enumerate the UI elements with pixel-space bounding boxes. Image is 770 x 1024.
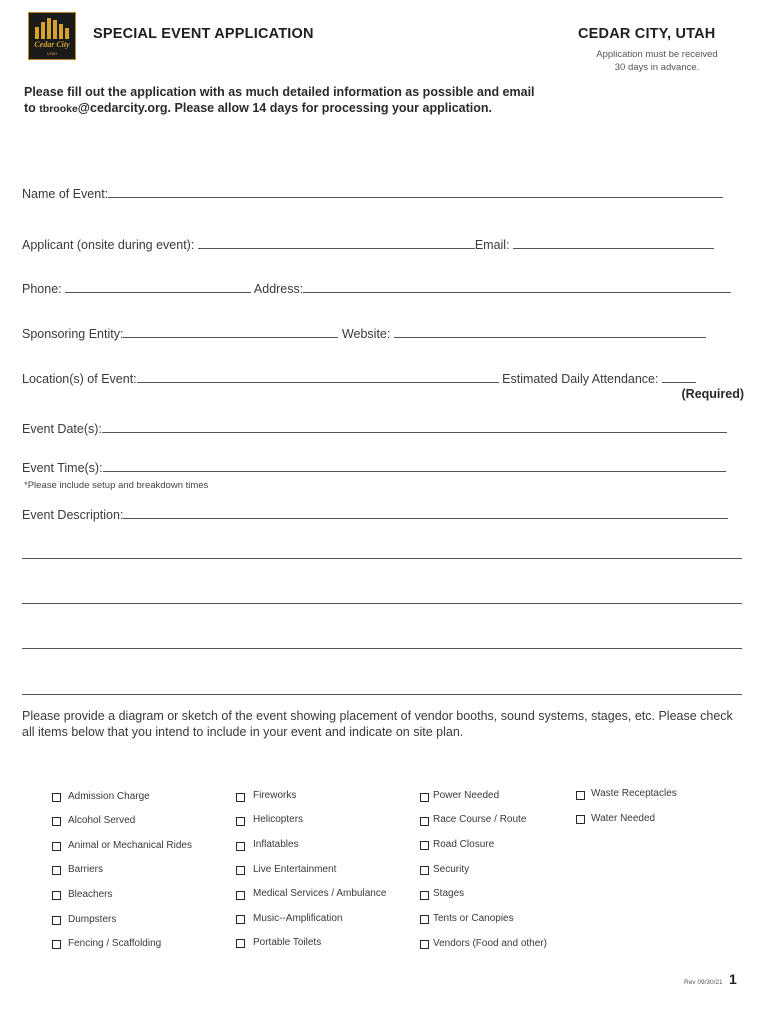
city-heading: CEDAR CITY, UTAH: [578, 26, 716, 42]
checkbox-vendors[interactable]: [420, 940, 429, 949]
checkbox-road-closure[interactable]: [420, 841, 429, 850]
checkbox-music-amplification[interactable]: [236, 915, 245, 924]
checkbox-label: Barriers: [68, 864, 104, 875]
location-label: Location(s) of Event:: [22, 372, 137, 386]
checkbox-label: Security: [433, 864, 470, 875]
checkbox-live-entertainment[interactable]: [236, 866, 245, 875]
checkbox-label: Medical Services / Ambulance: [253, 888, 387, 899]
checkbox-label: Tents or Canopies: [433, 913, 514, 924]
checkbox-label: Waste Receptacles: [591, 788, 677, 799]
applicant-label: Applicant (onsite during event):: [22, 238, 195, 252]
website-label: Website:: [341, 327, 391, 341]
intro-text-2: @cedarcity.org. Please allow 14 days for processing your application.: [77, 101, 492, 115]
checkbox-label: Inflatables: [253, 839, 299, 850]
checkbox-fireworks[interactable]: [236, 793, 245, 802]
logo-text: Cedar City: [34, 40, 70, 49]
deadline-note-line1: Application must be received: [596, 49, 718, 60]
checkbox-waste-receptacles[interactable]: [576, 791, 585, 800]
email-label: Email:: [474, 238, 510, 252]
checkbox-label: Race Course / Route: [433, 814, 527, 825]
checkbox-helicopters[interactable]: [236, 817, 245, 826]
checkbox-fencing[interactable]: [52, 940, 61, 949]
checkbox-stages[interactable]: [420, 891, 429, 900]
checkbox-label: Stages: [433, 888, 465, 899]
event-times-label: Event Time(s):: [22, 461, 103, 475]
checkbox-label: Admission Charge: [68, 791, 150, 802]
intro-email-user: tbrooke: [39, 103, 78, 115]
checkbox-bleachers[interactable]: [52, 891, 61, 900]
required-note: (Required): [681, 387, 744, 401]
logo-subtext: UTAH: [46, 51, 58, 56]
checkbox-inflatables[interactable]: [236, 842, 245, 851]
sponsoring-entity-label: Sponsoring Entity:: [22, 327, 124, 341]
event-name-label: Name of Event:: [22, 187, 109, 201]
event-dates-label: Event Date(s):: [22, 422, 102, 436]
page-title: SPECIAL EVENT APPLICATION: [93, 26, 314, 42]
intro-text-1: Please fill out the application with as much detailed information as possible and email to: [24, 85, 535, 115]
checkbox-water-needed[interactable]: [576, 815, 585, 824]
address-label: Address:: [253, 282, 304, 296]
checkbox-barriers[interactable]: [52, 866, 61, 875]
checkbox-power-needed[interactable]: [420, 793, 429, 802]
checkbox-label: Fencing / Scaffolding: [68, 938, 162, 949]
checkbox-security[interactable]: [420, 866, 429, 875]
checkbox-label: Live Entertainment: [253, 864, 337, 875]
deadline-note-line2: 30 days in advance.: [614, 62, 700, 73]
checkbox-dumpsters[interactable]: [52, 916, 61, 925]
checkbox-label: Road Closure: [433, 839, 495, 850]
checkbox-label: Fireworks: [253, 790, 297, 801]
checkbox-medical-services[interactable]: [236, 891, 245, 900]
checkbox-label: Power Needed: [433, 790, 500, 801]
checkbox-race-course[interactable]: [420, 817, 429, 826]
event-description-label: Event Description:: [22, 508, 124, 522]
phone-label: Phone:: [22, 282, 62, 296]
checkbox-label: Vendors (Food and other): [433, 938, 547, 949]
times-note: *Please include setup and breakdown times: [24, 480, 209, 491]
checkbox-animal-rides[interactable]: [52, 842, 61, 851]
checkbox-label: Portable Toilets: [253, 937, 322, 948]
checkbox-label: Bleachers: [68, 889, 113, 900]
checkbox-label: Music--Amplification: [253, 913, 343, 924]
checkbox-tents-canopies[interactable]: [420, 915, 429, 924]
checkbox-admission-charge[interactable]: [52, 793, 61, 802]
checkbox-label: Helicopters: [253, 814, 304, 825]
checkbox-alcohol-served[interactable]: [52, 817, 61, 826]
instructions-paragraph: Please provide a diagram or sketch of the event showing placement of vendor booths, sound systems, stages, etc. Please check all items below that you intend to include in your event and indicate on site plan.: [22, 709, 733, 739]
checkbox-label: Animal or Mechanical Rides: [68, 840, 192, 851]
checkbox-label: Dumpsters: [68, 914, 117, 925]
checkbox-portable-toilets[interactable]: [236, 939, 245, 948]
revision-date: Rev 09/30/21: [684, 979, 723, 986]
checkbox-label: Alcohol Served: [68, 815, 136, 826]
attendance-label: Estimated Daily Attendance:: [502, 372, 659, 386]
page-number: 1: [729, 971, 737, 987]
checkbox-label: Water Needed: [591, 813, 656, 824]
